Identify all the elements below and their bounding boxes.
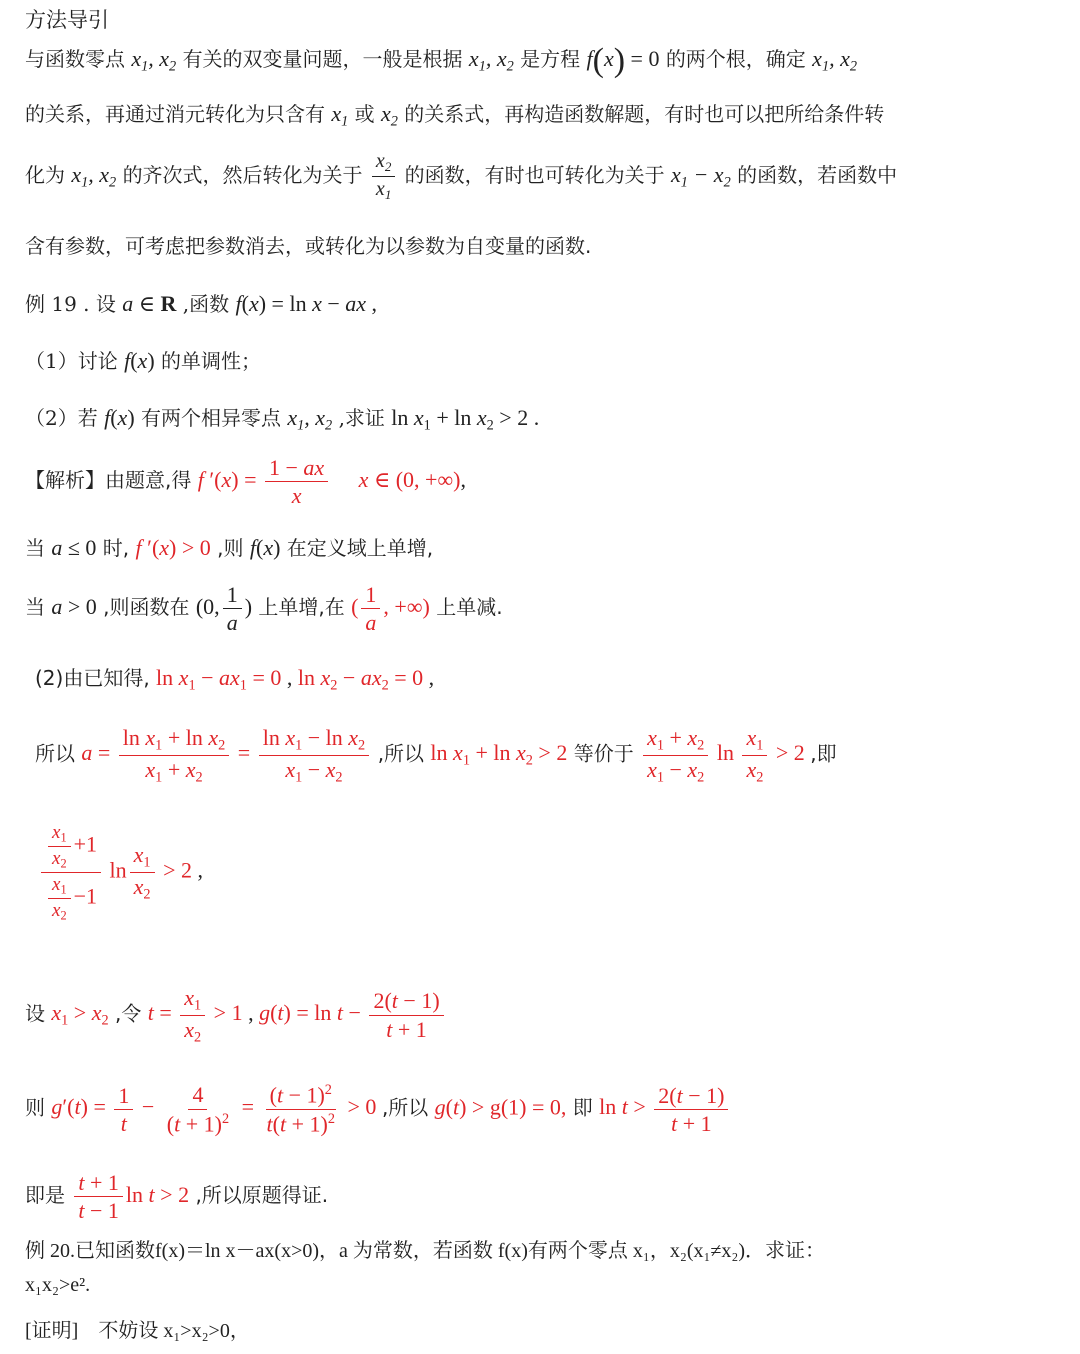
example-20-line-2: x₁x₂>e². bbox=[25, 1274, 91, 1296]
proof-line: [证明] 不妨设 x₁>x₂>0， bbox=[25, 1320, 250, 1342]
section-title: 方法导引 bbox=[25, 8, 109, 32]
nested-fraction: $\frac{x_1}{x_2}$ +1 $\frac{x_1}{x_2}$ −1 ln $\frac{x_1}{x_2}$ > 2 , bbox=[38, 822, 203, 923]
substitution-line: 设 $x_1 > x_2$ ,令 t = $\frac{x_1}{x_2}$ > 1 , g(t) = ln t − $\frac{2(t - 1)}{t + 1}$ bbox=[25, 985, 447, 1045]
question-2: （2）若 f(x) 有两个相异零点 $x_1$, $x_2$ ,求证 $\ln x_1 + \ln x_2 > 2$ . bbox=[25, 405, 540, 434]
case-1: 当 a ≤ 0 时, f ′(x) > 0 ,则 f(x) 在定义域上单增, bbox=[25, 535, 434, 560]
analysis-line: 【解析】由题意,得 f ′(x) = $\frac{1 - ax}{x}$ x ∈ (0, +∞), bbox=[25, 455, 466, 509]
conclusion-line: 即是 $\frac{t + 1}{t - 1}$ ln t > 2 ,所以原题得证. bbox=[25, 1170, 329, 1224]
case-2: 当 a > 0 ,则函数在 (0, $\frac{1}{a}$ ) 上单增,在 ( $\frac{1}{a}$ , +∞) 上单减. bbox=[25, 582, 503, 636]
intro-line-4: 含有参数，可考虑把参数消去，或转化为以参数为自变量的函数. bbox=[25, 234, 592, 258]
derivative-line: 则 g′(t) = $\frac{1}{t}$ − $\frac{4}{(t + 1)^2}$ = $\frac{(t - 1)^2}{t(t + 1)^2}$ > 0 ,所以 g(t) > g(1) = 0, 即 ln t > $\frac{2(t - 1)}{t + 1}$ bbox=[25, 1082, 731, 1137]
question-1: （1）讨论 f(x) 的单调性； bbox=[25, 348, 261, 373]
intro-line-2: 的关系，再通过消元转化为只含有 $x_1$ 或 $x_2$ 的关系式，再构造函数解题，有时也可以把所给条件转 bbox=[25, 101, 885, 130]
example-19-title: 例 19 . 设 a ∈ R ,函数 f(x) = ln x − ax , bbox=[25, 291, 378, 316]
example-20-line-1: 例 20.已知函数f(x)＝ln x－ax(x>0)，a 为常数，若函数 f(x)有两个零点 x₁，x₂(x₁≠x₂)．求证： bbox=[25, 1240, 826, 1262]
intro-line-1: 与函数零点 $x_1$, $x_2$ 有关的双变量问题，一般是根据 $x_1$, $x_2$ 是方程 f(x) = 0 的两个根，确定 $x_1$, $x_2$ bbox=[25, 42, 858, 79]
intro-line-3: 化为 $x_1$, $x_2$ 的齐次式，然后转化为关于 $\frac{x_2}{x_1}$ 的函数，有时也可转化为关于 $x_1 - x_2$ 的函数，若函数中 bbox=[25, 150, 898, 202]
so-line: 所以 a = $\frac{\ln x_1 + \ln x_2}{x_1 + x_2}$ = $\frac{\ln x_1 - \ln x_2}{x_1 - x_2}$ ,所以 $\ln x_1 + \ln x_2 > 2$ 等价于 $\frac{x_1 + x_2}{x_1 - x_2}$ ln $\frac{x_1}{x_2}$ > 2 ,即 bbox=[35, 725, 837, 785]
part-2-start: (2)由已知得, $\ln x_1 - ax_1 = 0$ , $\ln x_2 - ax_2 = 0$ , bbox=[35, 665, 435, 694]
